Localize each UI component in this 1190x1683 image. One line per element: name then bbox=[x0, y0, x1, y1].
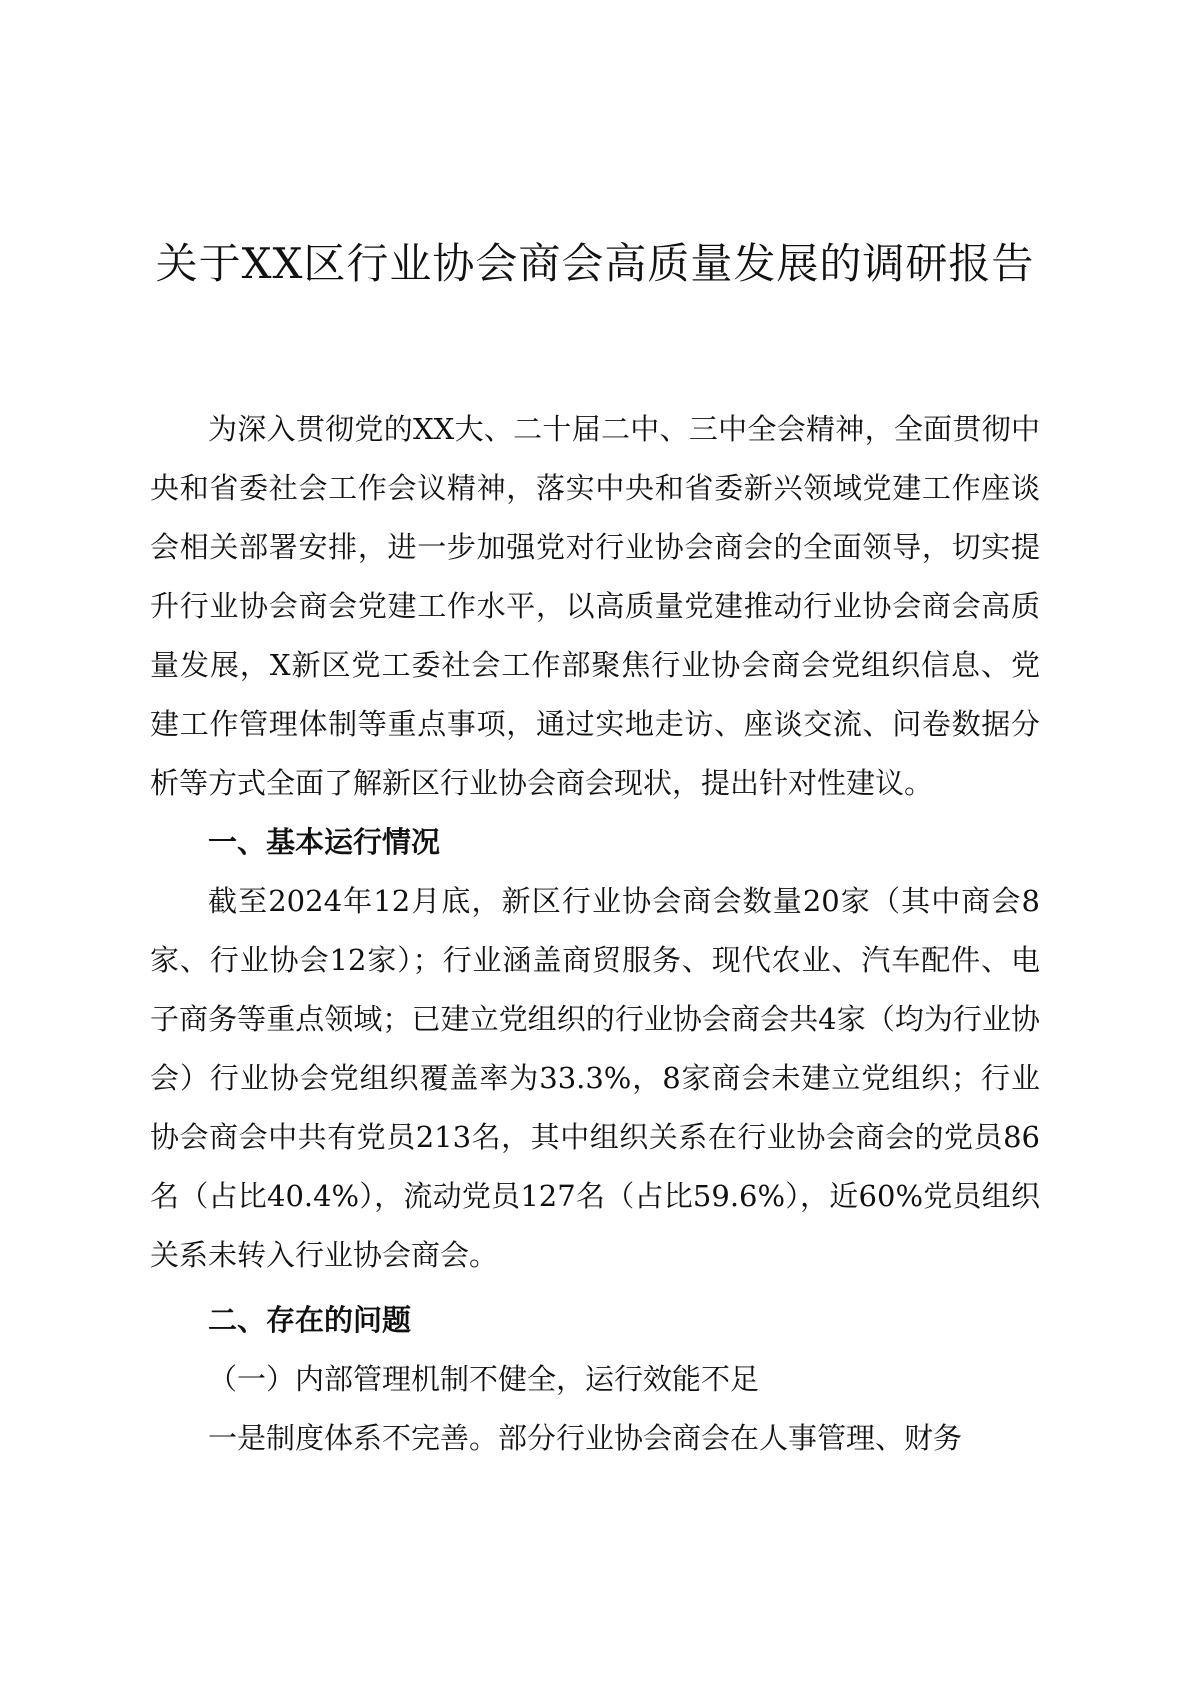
intro-paragraph: 为深入贯彻党的XX大、二十届二中、三中全会精神，全面贯彻中央和省委社会工作会议精神，落实中央和省委新兴领域党建工作座谈会相关部署安排，进一步加强党对行业协会商会的全面领导，切实提升行业协会商会党建工作水平，以高质量党建推动行业协会商会高质量发展，X新区党工委社会工作部聚焦行业协会商会党组织信息、党建工作管理体制等重点事项，通过实地走访、座谈交流、问卷数据分析等方式全面了解新区行业协会商会现状，提出针对性建议。 bbox=[150, 412, 1040, 800]
section-1-heading: 一、基本运行情况 bbox=[208, 825, 441, 859]
section-1-paragraph: 截至2024年12月底，新区行业协会商会数量20家（其中商会8家、行业协会12家）；行业涵盖商贸服务、现代农业、汽车配件、电子商务等重点领域；已建立党组织的行业协会商会共4家（均为行业协会）行业协会党组织覆盖率为33.3%，8家商会未建立党组织；行业协会商会中共有党员213名，其中组织关系在行业协会商会的党员86名（占比40.4%），流动党员127名（占比59.6%），近60%党员组织关系未转入行业协会商会。 bbox=[150, 884, 1040, 1272]
section-2-subparagraph-1: 一是制度体系不完善。部分行业协会商会在人事管理、财务 bbox=[208, 1421, 963, 1455]
document-body bbox=[150, 400, 1040, 1468]
document-title: 关于XX区行业协会商会高质量发展的调研报告 bbox=[155, 239, 1035, 288]
section-2-heading: 二、存在的问题 bbox=[208, 1303, 412, 1337]
section-2-subheading-1: （一）内部管理机制不健全，运行效能不足 bbox=[208, 1362, 760, 1396]
